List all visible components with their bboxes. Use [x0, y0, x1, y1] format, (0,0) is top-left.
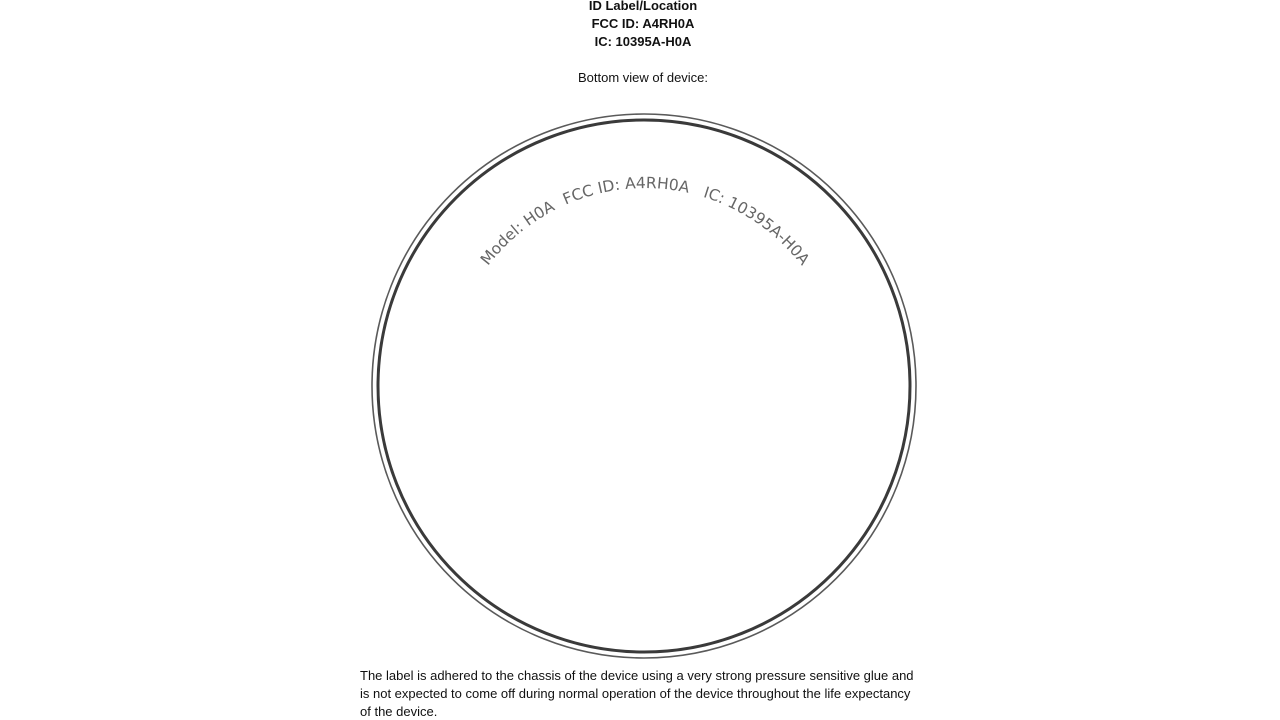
- device-inner-ring: [378, 120, 910, 652]
- device-outer-ring: [372, 114, 916, 658]
- figure-caption: Bottom view of device:: [577, 70, 709, 85]
- device-label-ic: IC: 10395A-H0A: [701, 183, 814, 269]
- device-label-fcc-id: FCC ID: A4RH0A: [560, 174, 692, 209]
- ic-heading: IC: 10395A-H0A: [594, 34, 692, 49]
- fcc-id-heading: FCC ID: A4RH0A: [591, 16, 695, 31]
- document-title: ID Label/Location: [588, 0, 698, 13]
- device-bottom-view: [366, 106, 924, 664]
- body-paragraph: The label is adhered to the chassis of the device using a very strong pressure sensitive glue and is not expected to come off during normal operation of the device throughout the life expectancy of the device.: [360, 668, 914, 719]
- device-label-text: [477, 174, 813, 269]
- device-label-model: Model: H0A: [477, 197, 558, 269]
